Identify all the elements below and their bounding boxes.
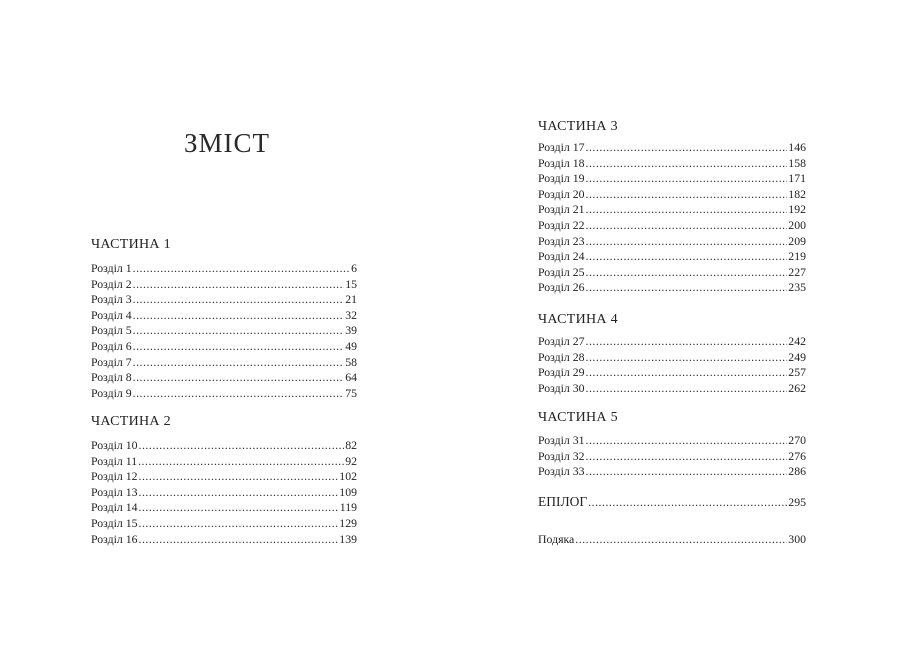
entry-label: Розділ 4 [91, 307, 132, 322]
entry-page: 209 [788, 233, 806, 248]
entry-label: Розділ 24 [538, 249, 585, 264]
left-page [0, 0, 448, 650]
toc-entry[interactable] [91, 485, 357, 501]
dot-leader [586, 218, 788, 234]
entry-page: 219 [788, 249, 806, 264]
entry-page: 295 [788, 495, 806, 509]
entry-label: ЕПІЛОГ [538, 494, 588, 509]
entry-label: Розділ 31 [538, 433, 585, 447]
dot-leader [586, 202, 788, 218]
entry-label: Розділ 10 [91, 438, 138, 452]
entry-label: Розділ 18 [538, 155, 585, 170]
dot-leader [133, 386, 345, 402]
toc-entry[interactable] [538, 381, 806, 397]
entry-label: Розділ 29 [538, 365, 585, 380]
entry-label: Розділ 2 [91, 276, 132, 291]
dot-leader [586, 265, 788, 281]
part-1-entries [91, 261, 357, 401]
entry-page: 182 [788, 186, 806, 201]
entry-page: 39 [345, 323, 357, 338]
entry-page: 64 [345, 370, 357, 385]
toc-entry[interactable] [538, 140, 806, 156]
part-3-entries [538, 140, 806, 296]
dot-leader [133, 308, 345, 324]
entry-page: 32 [345, 307, 357, 322]
dot-leader [133, 370, 345, 386]
toc-entry[interactable] [91, 323, 357, 339]
entry-label: Розділ 28 [538, 349, 585, 364]
toc-entry[interactable] [538, 265, 806, 281]
entry-label: Розділ 9 [91, 385, 132, 400]
dot-leader [139, 516, 339, 532]
entry-page: 58 [345, 354, 357, 369]
part-2-entries [91, 438, 357, 547]
toc-entry[interactable] [91, 386, 357, 402]
entry-page: 235 [788, 280, 806, 295]
dot-leader [133, 339, 345, 355]
dot-leader [586, 156, 788, 172]
entry-label: Розділ 22 [538, 217, 585, 232]
entry-label: Розділ 20 [538, 186, 585, 201]
entry-page: 6 [351, 261, 357, 275]
entry-label: Розділ 5 [91, 323, 132, 338]
entry-page: 192 [788, 202, 806, 217]
toc-entry[interactable] [538, 202, 806, 218]
entry-page: 286 [788, 464, 806, 479]
toc-entry[interactable] [538, 449, 806, 465]
entry-label: Розділ 32 [538, 448, 585, 463]
entry-label: Розділ 26 [538, 280, 585, 295]
entry-label: Розділ 15 [91, 515, 138, 530]
entry-label: Розділ 16 [91, 531, 138, 546]
entry-page: 82 [345, 438, 357, 452]
toc-entry[interactable] [538, 365, 806, 381]
toc-entry[interactable] [538, 171, 806, 187]
part-4-heading: ЧАСТИНА 4 [538, 312, 618, 327]
entry-label: Розділ 21 [538, 202, 585, 217]
entry-label: Розділ 19 [538, 171, 585, 186]
entry-page: 227 [788, 264, 806, 279]
page-title: ЗМІСТ [184, 128, 271, 158]
dot-leader [586, 449, 788, 465]
entry-page: 200 [788, 217, 806, 232]
dot-leader [586, 280, 788, 296]
part-2-heading: ЧАСТИНА 2 [91, 414, 171, 429]
part-1-heading: ЧАСТИНА 1 [91, 237, 171, 252]
entry-page: 158 [788, 155, 806, 170]
toc-entry[interactable] [538, 464, 806, 480]
entry-label: Розділ 33 [538, 464, 585, 479]
part-5-entries [538, 433, 806, 480]
entry-page: 119 [339, 500, 357, 515]
dot-leader [133, 323, 345, 339]
entry-page: 109 [339, 484, 357, 499]
toc-entry[interactable] [538, 280, 806, 296]
entry-label: Розділ 12 [91, 469, 138, 484]
dot-leader [139, 500, 339, 516]
entry-page: 49 [345, 338, 357, 353]
entry-label: Розділ 30 [538, 380, 585, 395]
acknowledgements-entry-wrap [538, 532, 806, 548]
toc-entry[interactable] [91, 454, 357, 470]
dot-leader [586, 464, 788, 480]
dot-leader [586, 249, 788, 265]
toc-entry[interactable] [538, 156, 806, 172]
entry-page: 146 [788, 140, 806, 154]
toc-entry[interactable] [91, 469, 357, 485]
entry-page: 242 [788, 334, 806, 348]
toc-entry[interactable] [538, 350, 806, 366]
dot-leader [586, 234, 788, 250]
toc-entry[interactable] [538, 334, 806, 350]
dot-leader [588, 495, 787, 511]
dot-leader [586, 140, 788, 156]
acknowledgements-entry[interactable] [538, 532, 806, 548]
entry-label: Розділ 27 [538, 334, 585, 348]
entry-page: 262 [788, 380, 806, 395]
dot-leader [139, 485, 339, 501]
toc-entry[interactable] [91, 292, 357, 308]
entry-page: 15 [345, 276, 357, 291]
entry-label: Розділ 8 [91, 370, 132, 385]
dot-leader [139, 438, 345, 454]
toc-entry[interactable] [91, 532, 357, 548]
entry-page: 129 [339, 515, 357, 530]
dot-leader [133, 277, 345, 293]
dot-leader [586, 365, 788, 381]
entry-page: 270 [788, 433, 806, 447]
toc-entry[interactable] [538, 187, 806, 203]
dot-leader [586, 381, 788, 397]
toc-entry[interactable] [538, 234, 806, 250]
dot-leader [586, 187, 788, 203]
entry-page: 102 [339, 469, 357, 484]
toc-entry[interactable] [538, 249, 806, 265]
dot-leader [586, 334, 788, 350]
dot-leader [586, 433, 788, 449]
dot-leader [139, 532, 339, 548]
entry-page: 300 [788, 532, 806, 546]
entry-page: 75 [345, 385, 357, 400]
entry-page: 21 [345, 292, 357, 307]
toc-entry[interactable] [91, 438, 357, 454]
epilogue-entry-wrap [538, 494, 806, 510]
toc-entry[interactable] [538, 433, 806, 449]
toc-entry[interactable] [91, 308, 357, 324]
entry-label: Розділ 1 [91, 261, 132, 275]
entry-page: 171 [788, 171, 806, 186]
entry-page: 249 [788, 349, 806, 364]
toc-entry[interactable] [538, 218, 806, 234]
entry-label: Розділ 13 [91, 484, 138, 499]
dot-leader [586, 171, 788, 187]
entry-label: Розділ 14 [91, 500, 138, 515]
toc-entry[interactable] [91, 370, 357, 386]
part-5-heading: ЧАСТИНА 5 [538, 410, 618, 425]
toc-entry[interactable] [91, 500, 357, 516]
toc-entry[interactable] [91, 261, 357, 277]
entry-label: Розділ 6 [91, 338, 132, 353]
dot-leader [138, 454, 344, 470]
entry-page: 257 [788, 365, 806, 380]
entry-page: 276 [788, 448, 806, 463]
entry-page: 92 [345, 453, 357, 468]
entry-label: Розділ 7 [91, 354, 132, 369]
entry-label: Розділ 25 [538, 264, 585, 279]
entry-label: Розділ 11 [91, 453, 138, 468]
toc-entry[interactable] [91, 339, 357, 355]
dot-leader [133, 355, 345, 371]
epilogue-entry[interactable] [538, 494, 806, 510]
entry-label: Подяка [538, 532, 575, 546]
entry-label: Розділ 3 [91, 292, 132, 307]
right-page [448, 0, 897, 650]
dot-leader [133, 292, 345, 308]
part-4-entries [538, 334, 806, 396]
toc-entry[interactable] [91, 355, 357, 371]
dot-leader [586, 350, 788, 366]
entry-page: 139 [339, 531, 357, 546]
dot-leader [575, 532, 787, 548]
toc-entry[interactable] [91, 516, 357, 532]
part-3-heading: ЧАСТИНА 3 [538, 119, 618, 134]
dot-leader [139, 469, 339, 485]
entry-label: Розділ 17 [538, 140, 585, 154]
entry-label: Розділ 23 [538, 233, 585, 248]
toc-entry[interactable] [91, 277, 357, 293]
dot-leader [133, 261, 350, 277]
